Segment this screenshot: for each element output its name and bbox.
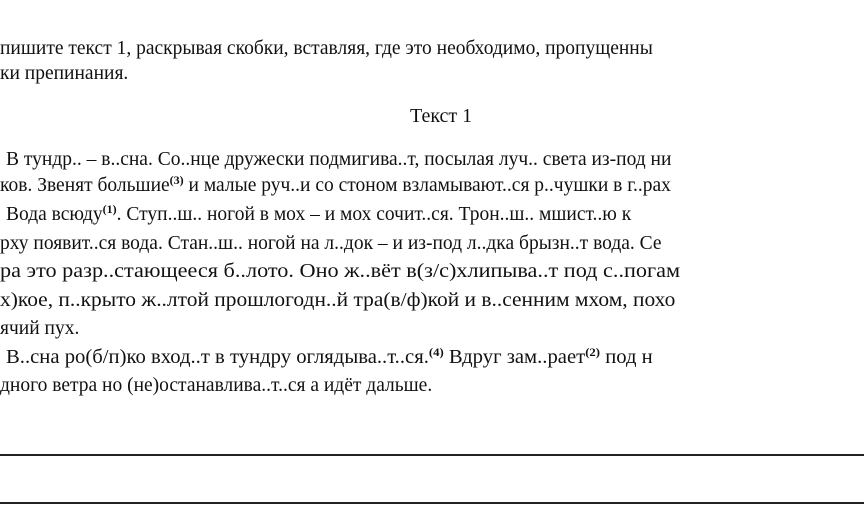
text-line-8-middle: Вдруг зам..рает: [443, 347, 586, 368]
text-line-7: ячий пух.: [0, 318, 80, 339]
text-line-5-text: ра это разр..стающееся б..лото. Оно ж..вёт в(з/с)хлипыва..т под с..погам: [0, 261, 681, 282]
text-line-3-start: Вода всюду: [6, 204, 103, 225]
text-line-5: [0, 260, 681, 284]
text-line-9: дного ветра но (не)останавлива..т..ся а идёт дальше.: [0, 375, 433, 396]
text-line-4: рху появит..ся вода. Стан..ш.. ногой на л..док – и из-под л..дка брызн..т вода. Се: [0, 233, 662, 254]
task-line-1: пишите текст 1, раскрывая скобки, вставляя, где это необходимо, пропущенны: [0, 38, 653, 59]
footnote-marker-3: (3): [169, 173, 184, 187]
text-line-8-end: под н: [600, 347, 653, 368]
footnote-marker-4: (4): [428, 345, 444, 359]
text-line-6-text: х)кое, п..крыто ж..лтой прошлогодн..й тра(в/ф)кой и в..сенним мхом, похо: [0, 290, 676, 311]
text-line-6: [0, 289, 676, 313]
answer-line-2: [0, 502, 864, 504]
text-line-8-start: В..сна ро(б/п)ко вход..т в тундру оглядыва..т..ся.: [6, 347, 429, 368]
text-line-3: [6, 203, 631, 227]
footnote-marker-1: (1): [102, 202, 117, 216]
answer-line-1: [0, 454, 864, 456]
footnote-marker-2: (2): [585, 345, 601, 359]
text-line-2-end: и малые руч..и со стоном взламывают..ся р..чушки в г..рах: [183, 175, 671, 196]
task-line-2: ки препинания.: [0, 63, 129, 84]
text-line-8: [6, 345, 653, 370]
text-line-2-start: ков. Звенят большие: [0, 175, 170, 196]
text-line-8-text: [6, 346, 653, 370]
text-line-2: [0, 174, 671, 198]
text-title: Текст 1: [410, 105, 473, 127]
text-line-3-end: . Ступ..ш.. ногой в мох – и мох сочит..ся. Трон..ш.. мшист..ю к: [116, 204, 632, 225]
text-line-1: В тундр.. – в..сна. Со..нце дружески подмигива..т, посылая луч.. света из-под ни: [6, 149, 672, 170]
